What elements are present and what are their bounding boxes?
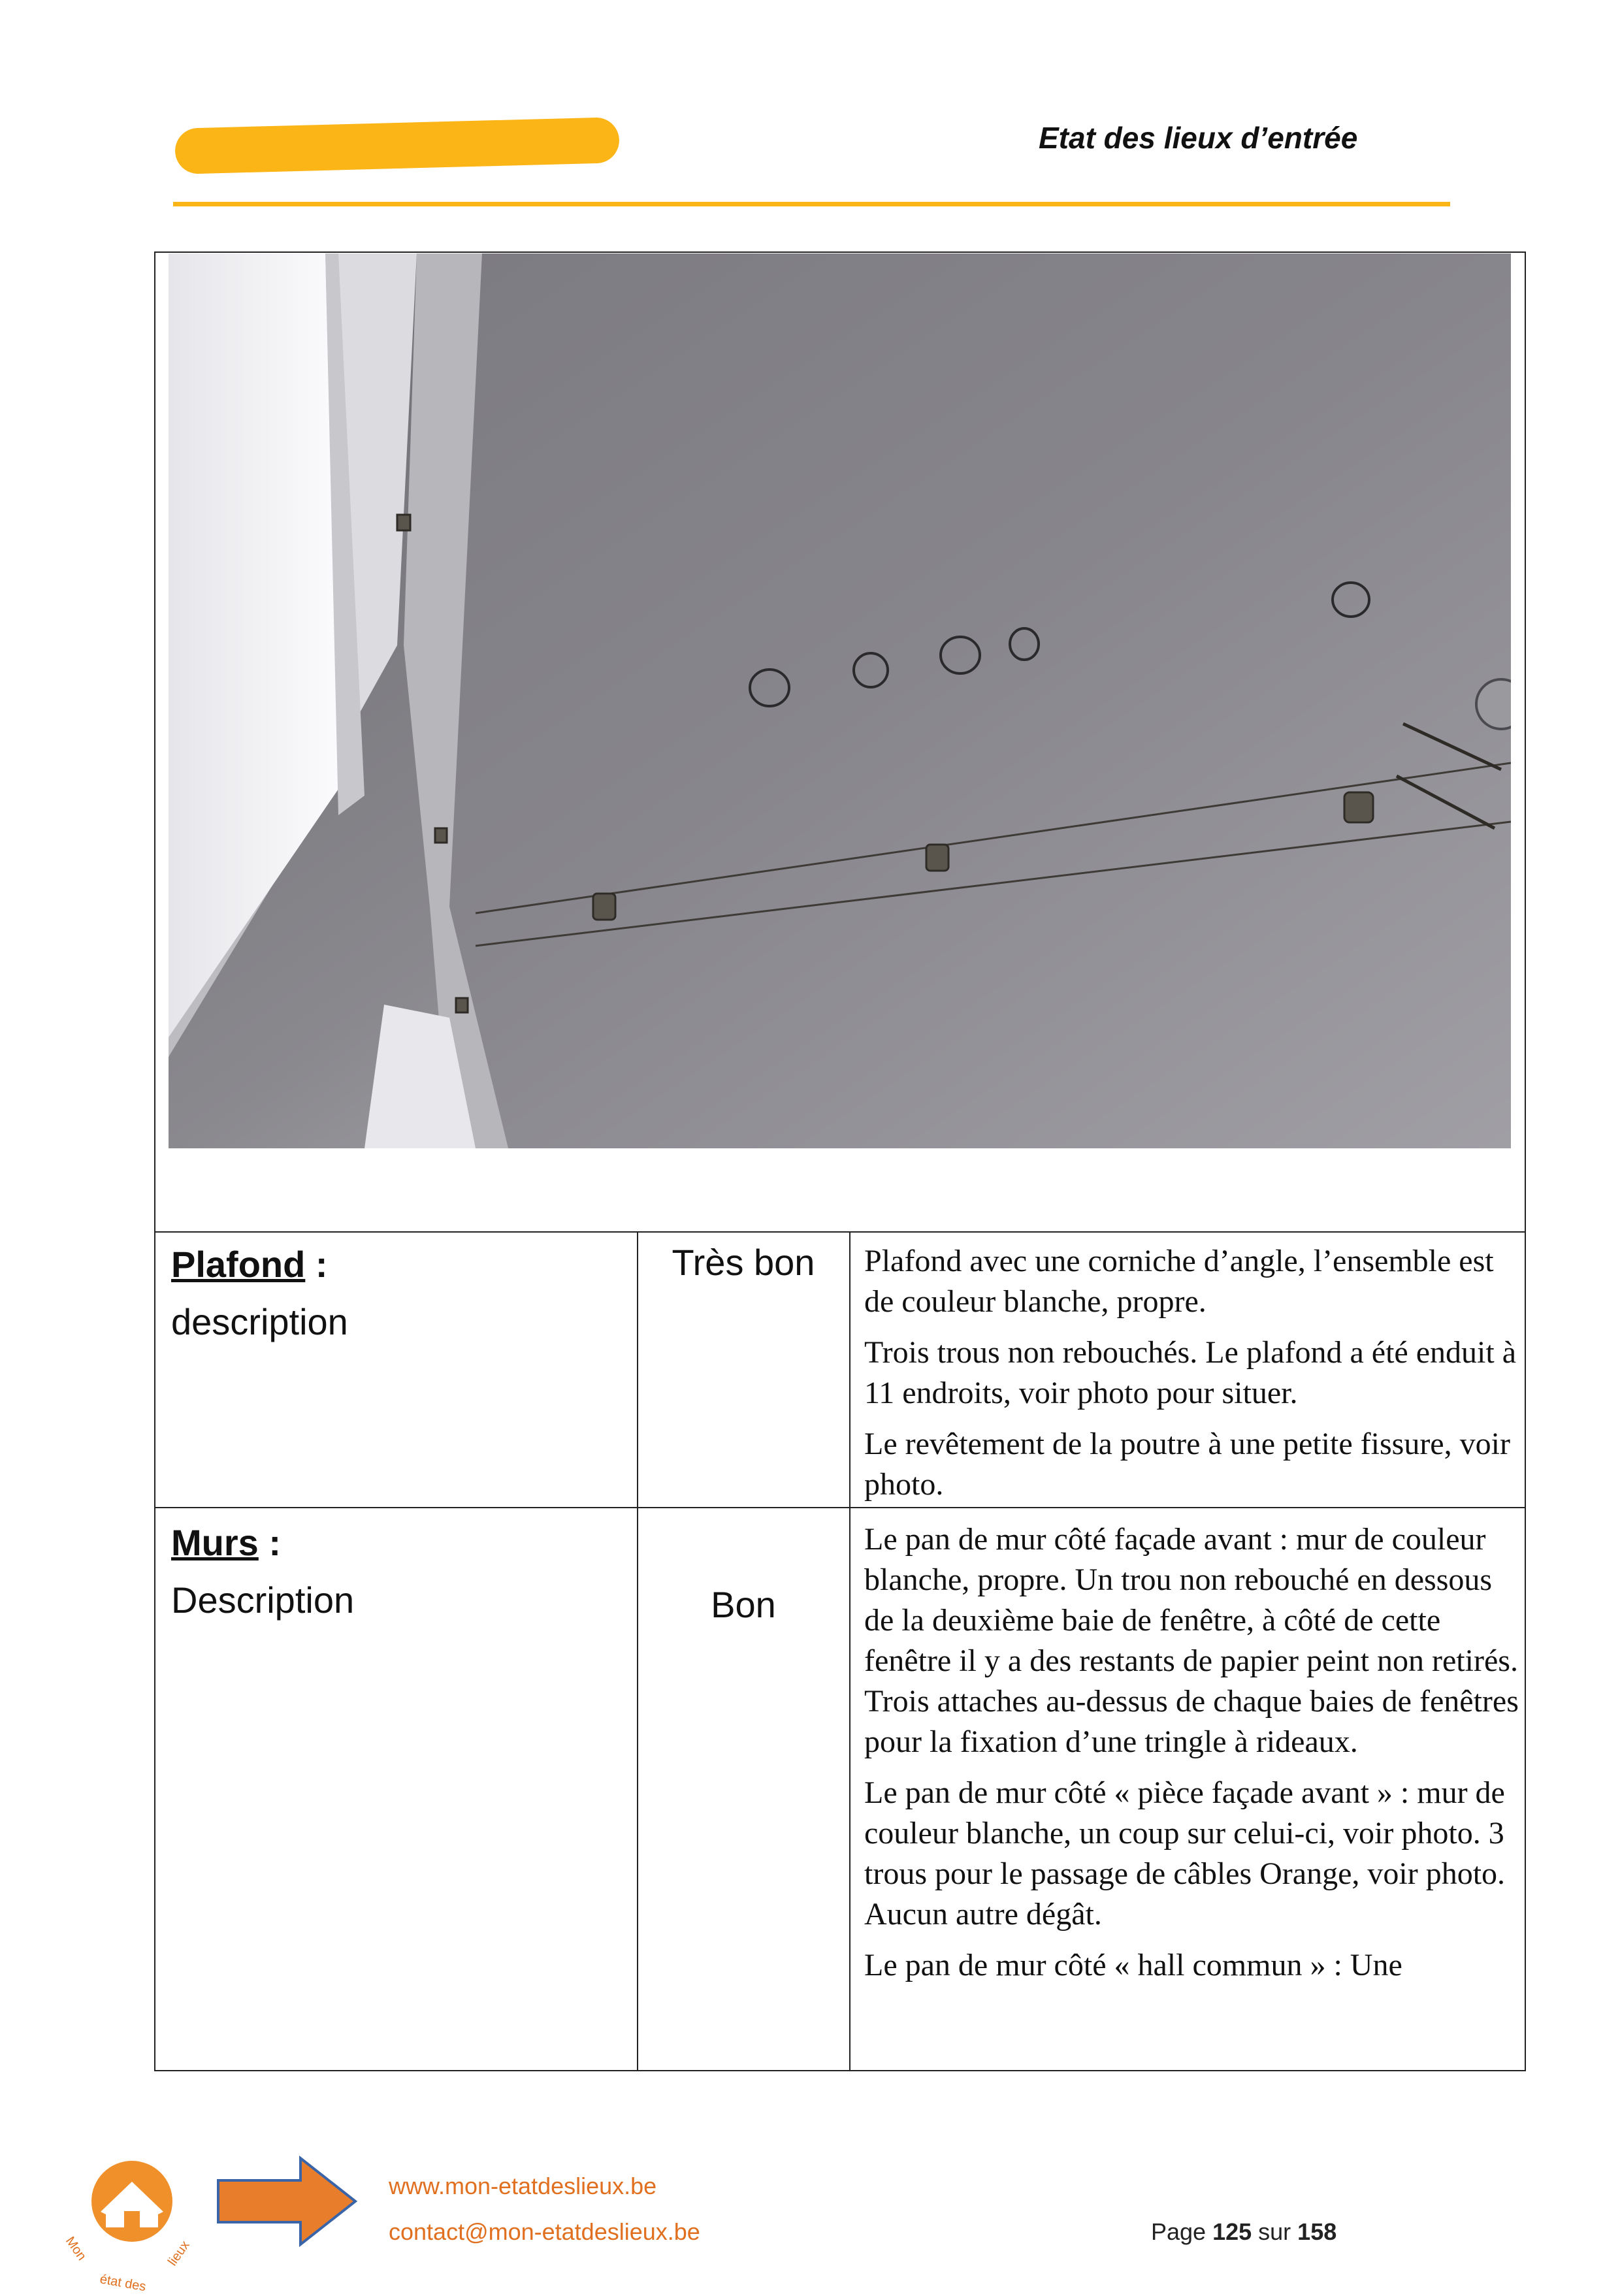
rating-plafond: Très bon bbox=[672, 1242, 815, 1283]
row-label-murs bbox=[171, 1514, 354, 1629]
svg-text:Mon: Mon bbox=[62, 2234, 89, 2263]
row-name: Murs bbox=[171, 1522, 259, 1563]
row-label-plafond bbox=[171, 1236, 348, 1351]
svg-text:état des: état des bbox=[99, 2272, 148, 2293]
arrow-right-icon bbox=[216, 2156, 359, 2247]
ceiling-photo-image bbox=[169, 253, 1511, 1148]
company-logo bbox=[60, 2149, 204, 2293]
row-sublabel: description bbox=[171, 1301, 348, 1342]
description-plafond bbox=[864, 1241, 1524, 1515]
page-total: 158 bbox=[1297, 2218, 1337, 2245]
description-paragraph: Le pan de mur côté « pièce façade avant » : mur de couleur blanche, un coup sur celui-ci, voir photo. 3 trous pour le passage de câbles Orange, voir photo. Aucun autre dégât. bbox=[864, 1775, 1506, 1932]
page-prefix: Page bbox=[1151, 2218, 1213, 2245]
description-paragraph: Le pan de mur côté façade avant : mur de couleur blanche, propre. Un trou non rebouché en dessous de la deuxième baie de fenêtre, à côté de cette fenêtre il y a des restants de papier peint non retirés. Trois attaches au-dessus de chaque baies de fenêtres pour la fixation d’une tringle à rideaux. bbox=[864, 1522, 1519, 1759]
table-divider bbox=[154, 1231, 1526, 1233]
description-paragraph: Le revêtement de la poutre à une petite fissure, voir photo. bbox=[864, 1427, 1510, 1502]
row-colon: : bbox=[258, 1522, 282, 1563]
ceiling-photo bbox=[169, 253, 1511, 1148]
description-paragraph: Plafond avec une corniche d’angle, l’ensemble est de couleur blanche, propre. bbox=[864, 1244, 1494, 1319]
redaction-mark bbox=[174, 117, 620, 174]
description-paragraph: Trois trous non rebouchés. Le plafond a été enduit à 11 endroits, voir photo pour situer. bbox=[864, 1335, 1516, 1410]
house-logo-icon bbox=[60, 2149, 204, 2293]
row-name: Plafond bbox=[171, 1244, 306, 1285]
svg-text:lieux: lieux bbox=[165, 2238, 193, 2269]
header-rule bbox=[173, 202, 1450, 206]
page-number bbox=[1151, 2218, 1336, 2246]
description-paragraph: Le pan de mur côté « hall commun » : Une bbox=[864, 1948, 1402, 1982]
page-current: 125 bbox=[1212, 2218, 1252, 2245]
row-colon: : bbox=[305, 1244, 328, 1285]
description-murs bbox=[864, 1519, 1524, 1996]
rating-murs: Bon bbox=[711, 1584, 776, 1625]
document-title: Etat des lieux d’entrée bbox=[1039, 121, 1358, 155]
column-divider bbox=[637, 1231, 638, 2071]
page-mid: sur bbox=[1252, 2218, 1298, 2245]
column-divider bbox=[849, 1231, 850, 2071]
email-link[interactable]: contact@mon-etatdeslieux.be bbox=[389, 2218, 700, 2245]
website-link[interactable]: www.mon-etatdeslieux.be bbox=[389, 2173, 657, 2199]
row-sublabel: Description bbox=[171, 1579, 355, 1621]
